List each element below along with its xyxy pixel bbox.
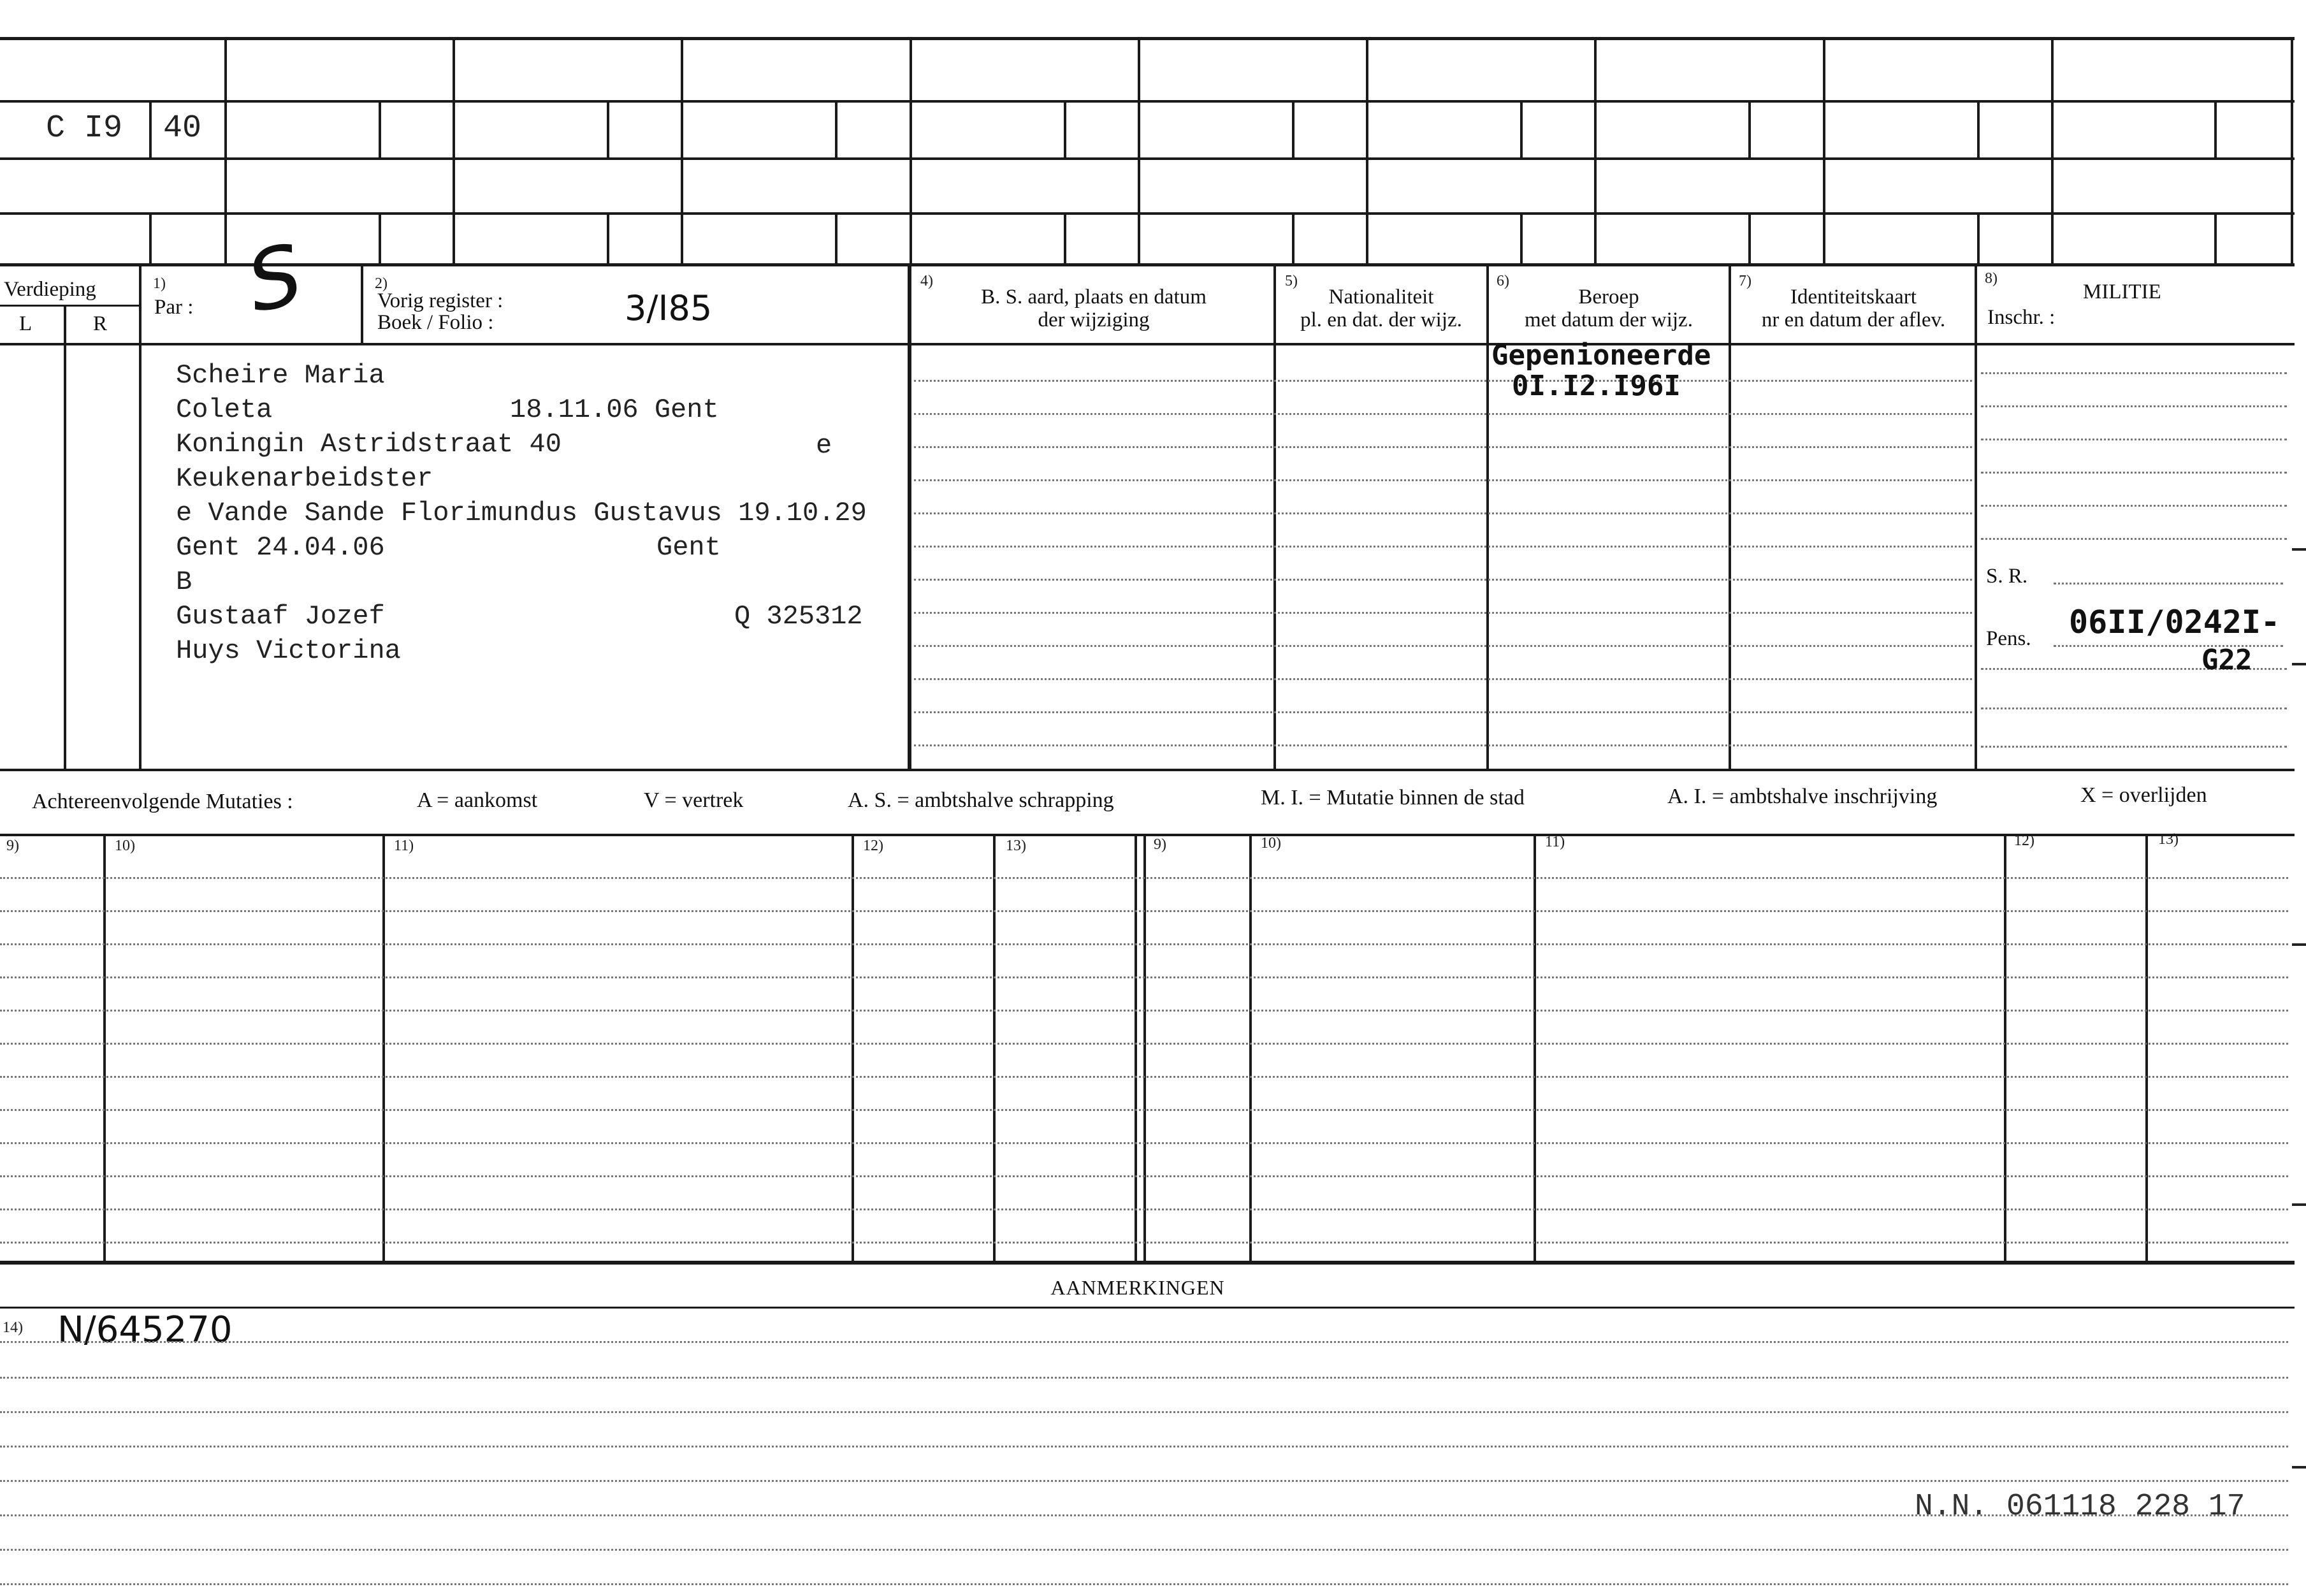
grid-line: [149, 212, 152, 265]
grid-line: [2291, 37, 2293, 265]
grid-line: [1064, 100, 1066, 159]
grid-line: [2145, 834, 2148, 1263]
edge-tick: [2292, 548, 2306, 551]
house-number: 40: [163, 110, 202, 147]
grid-line: [1135, 834, 1137, 1263]
ruled-line: [1981, 746, 2287, 748]
verdieping-l-label: L: [19, 312, 33, 335]
grid-line: [908, 343, 910, 770]
edge-tick: [2292, 943, 2306, 946]
ruled-line: [0, 1076, 2288, 1078]
edge-tick: [2292, 1203, 2306, 1206]
legend-ambtshalve-inschrijving: A. I. = ambtshalve inschrijving: [1667, 785, 1938, 808]
edge-tick: [2292, 1466, 2306, 1469]
grid-line: [2214, 212, 2217, 265]
nationaliteit-label-line2: pl. en dat. der wijz.: [1300, 308, 1462, 331]
ruled-line: [0, 1446, 2288, 1447]
grid-line: [1977, 212, 1980, 265]
vorig-register-value: 3/I85: [625, 288, 713, 328]
birth-date-place: 18.11.06 Gent: [510, 395, 719, 425]
beroep-label-line2: met datum der wijz.: [1525, 308, 1693, 331]
grid-line: [607, 212, 609, 265]
ruled-line: [1981, 707, 2287, 709]
grid-line: [835, 212, 838, 265]
ruled-line: [2054, 583, 2283, 584]
ruled-line: [0, 1109, 2288, 1111]
ruled-line: [0, 1010, 2288, 1012]
grid-line: [2051, 37, 2054, 265]
column-number: 8): [1985, 270, 1998, 287]
column-number: 10): [115, 838, 135, 854]
grid-line: [379, 212, 381, 265]
ruled-line: [0, 1341, 2288, 1343]
grid-line: [1520, 100, 1523, 159]
verdieping-label: Verdieping: [4, 278, 96, 301]
ruled-line: [1981, 405, 2287, 407]
grid-line: [64, 305, 66, 770]
record-line: Koningin Astridstraat 40: [176, 429, 562, 460]
column-number: 11): [394, 838, 414, 854]
ruled-line: [0, 1480, 2288, 1482]
grid-line: [453, 37, 455, 265]
grid-line: [1520, 212, 1523, 265]
grid-line: [1486, 266, 1489, 770]
grid-line: [103, 834, 106, 1263]
grid-line: [1977, 100, 1980, 159]
record-line: B: [176, 567, 192, 597]
ruled-line: [0, 910, 2288, 912]
ruled-line: [0, 976, 2288, 978]
grid-line: [1594, 37, 1597, 265]
ruled-line: [0, 1242, 2288, 1244]
grid-line: [0, 769, 2295, 771]
ruled-line: [0, 1142, 2288, 1144]
grid-line: [1366, 37, 1368, 265]
par-label: Par :: [154, 296, 194, 319]
grid-line: [382, 834, 385, 1263]
column-number: 10): [1261, 835, 1281, 852]
pens-value: 06II/0242I-: [2069, 604, 2281, 641]
aanmerkingen-title: AANMERKINGEN: [1050, 1276, 1225, 1299]
column-number: 5): [1285, 273, 1298, 289]
ruled-line: [0, 1043, 2288, 1045]
ruled-line: [914, 579, 1972, 581]
grid-line: [0, 157, 2295, 160]
grid-line: [1729, 266, 1731, 770]
column-number: 12): [2014, 832, 2034, 849]
grid-line: [1292, 212, 1294, 265]
grid-line: [361, 266, 363, 344]
grid-line: [1064, 212, 1066, 265]
bs-label-line2: der wijziging: [1038, 308, 1150, 331]
grid-line: [379, 100, 381, 159]
record-line: Gustaaf Jozef: [176, 601, 385, 632]
pens-label: Pens.: [1986, 627, 2031, 650]
grid-line: [1138, 37, 1140, 265]
legend-aankomst: A = aankomst: [417, 788, 538, 812]
grid-line: [1748, 212, 1751, 265]
column-number: 13): [1006, 838, 1026, 854]
grid-line: [2004, 834, 2006, 1263]
grid-line: [835, 100, 838, 159]
id-label-line1: Identiteitskaart: [1790, 286, 1917, 308]
q-number: Q 325312: [734, 601, 863, 632]
ruled-line: [914, 380, 1972, 382]
grid-line: [2214, 100, 2217, 159]
grid-line: [1292, 100, 1294, 159]
record-line: Gent 24.04.06: [176, 532, 385, 563]
legend-overlijden: X = overlijden: [2080, 783, 2207, 807]
record-line: Coleta: [176, 395, 273, 425]
ruled-line: [0, 1208, 2288, 1210]
ruled-line: [914, 512, 1972, 514]
register-code: C I9: [46, 110, 123, 147]
ruled-line: [1981, 472, 2287, 474]
sr-label: S. R.: [1986, 565, 2028, 588]
column-number: 2): [375, 275, 388, 292]
ruled-line: [0, 1377, 2288, 1379]
edge-tick: [2292, 663, 2306, 665]
ruled-line: [0, 1411, 2288, 1413]
record-line: Scheire Maria: [176, 360, 385, 391]
ruled-line: [914, 479, 1972, 481]
grid-line: [681, 37, 683, 265]
grid-line: [852, 834, 854, 1263]
column-number: 6): [1497, 273, 1509, 289]
aanmerking-handwritten: N/645270: [57, 1309, 233, 1351]
ruled-line: [914, 612, 1972, 614]
ruled-line: [914, 645, 1972, 647]
column-number: 1): [153, 275, 166, 292]
record-line: e Vande Sande Florimundus Gustavus 19.10.29: [176, 498, 867, 528]
record-line: Keukenarbeidster: [176, 463, 433, 494]
boek-folio-label: Boek / Folio :: [377, 311, 494, 334]
ruled-line: [1981, 372, 2287, 374]
ruled-line: [0, 943, 2288, 945]
grid-line: [1748, 100, 1751, 159]
grid-line: [1823, 37, 1825, 265]
beroep-stamp: Gepenioneerde: [1491, 339, 1711, 372]
column-number: 13): [2158, 831, 2179, 848]
legend-ambtshalve-schrapping: A. S. = ambtshalve schrapping: [848, 788, 1114, 812]
ruled-line: [1981, 538, 2287, 540]
ruled-line: [0, 1175, 2288, 1177]
grid-line: [0, 263, 2295, 266]
militie-label: MILITIE: [2083, 280, 2161, 303]
beroep-label-line1: Beroep: [1578, 286, 1639, 308]
pens-value-suffix: G22: [2201, 644, 2252, 676]
grid-line: [0, 37, 2295, 40]
grid-line: [1143, 834, 1146, 1263]
column-number: 4): [920, 273, 933, 289]
inschr-label: Inschr. :: [1987, 306, 2056, 329]
grid-line: [0, 1307, 2295, 1309]
grid-line: [607, 100, 609, 159]
grid-line: [149, 100, 152, 159]
vorig-register-label: Vorig register :: [377, 289, 504, 312]
legend-mutatie-binnen-stad: M. I. = Mutatie binnen de stad: [1261, 786, 1525, 809]
record-e-mark: e: [816, 430, 832, 461]
grid-line: [224, 37, 227, 265]
verdieping-r-label: R: [93, 312, 108, 335]
ruled-line: [914, 678, 1972, 680]
par-mark: S: [239, 226, 311, 331]
ruled-line: [914, 446, 1972, 448]
column-number: 14): [3, 1319, 23, 1336]
bs-label-line1: B. S. aard, plaats en datum: [981, 286, 1207, 308]
grid-line: [1534, 834, 1536, 1263]
beroep-date: 0I.I2.I96I: [1512, 370, 1681, 402]
grid-line: [910, 37, 912, 265]
ruled-line: [914, 546, 1972, 548]
grid-line: [1273, 266, 1276, 770]
column-number: 12): [863, 838, 883, 854]
column-number: 9): [6, 838, 19, 854]
column-number: 9): [1154, 836, 1166, 853]
grid-line: [139, 266, 141, 770]
legend-vertrek: V = vertrek: [644, 788, 744, 812]
ruled-line: [914, 744, 1972, 746]
grid-line: [993, 834, 996, 1263]
grid-line: [1975, 266, 1977, 770]
column-number: 7): [1739, 273, 1751, 289]
record-gent: Gent: [656, 532, 721, 563]
grid-line: [0, 1261, 2295, 1265]
ruled-line: [914, 711, 1972, 713]
nn-code: N.N. 061118 228 17: [1915, 1490, 2245, 1524]
grid-line: [0, 100, 2295, 103]
grid-line: [0, 305, 141, 307]
record-line: Huys Victorina: [176, 635, 401, 666]
grid-line: [1249, 834, 1252, 1263]
column-number: 11): [1545, 834, 1565, 850]
ruled-line: [914, 413, 1972, 415]
ruled-line: [0, 877, 2288, 879]
id-label-line2: nr en datum der aflev.: [1761, 308, 1946, 331]
ruled-line: [0, 1583, 2288, 1585]
mutaties-title: Achtereenvolgende Mutaties :: [32, 790, 293, 813]
ruled-line: [1981, 439, 2287, 440]
grid-line: [0, 212, 2295, 215]
ruled-line: [1981, 505, 2287, 507]
grid-line: [0, 834, 2295, 836]
ruled-line: [0, 1549, 2288, 1551]
nationaliteit-label-line1: Nationaliteit: [1328, 286, 1434, 308]
